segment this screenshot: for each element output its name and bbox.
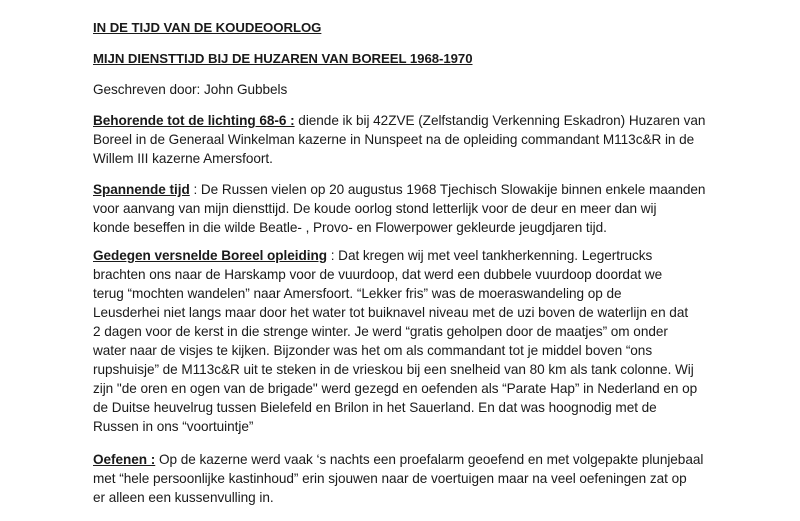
- paragraph-text: : De Russen vielen op 20 augustus 1968 Tjechisch Slowakije binnen enkele maanden: [189, 182, 706, 197]
- paragraph-text: er alleen een kussenvulling in.: [93, 490, 274, 505]
- paragraph-text: Willem III kazerne Amersfoort.: [93, 151, 273, 166]
- paragraph-label: Behorende tot de lichting 68-6 :: [93, 113, 295, 128]
- paragraph-label: Gedegen versnelde Boreel opleiding: [93, 248, 327, 263]
- paragraph-text: Boreel in de Generaal Winkelman kazerne in Nunspeet na de opleiding commandant M113c&R in de: [93, 132, 695, 147]
- paragraph-text: rupshuisje” de M113c&R uit te steken in de vrieskou bij een snelheid van 80 km als tank colonne. Wij: [93, 362, 694, 377]
- paragraph-text: de Duitse heuvelrug tussen Bielefeld en Brilon in het Sauerland. En dat was hoognodig met de: [93, 400, 657, 415]
- paragraph-text: met “hele persoonlijke kastinhoud” erin sjouwen naar de voertuigen maar na veel oefeningen zat op: [93, 471, 687, 486]
- paragraph-text: zijn "de oren en ogen van de brigade" werd gezegd en oefenden als “Parate Hap” in Nederland en op: [93, 381, 698, 396]
- paragraph-text: diende ik bij 42ZVE (Zelfstandig Verkenning Eskadron) Huzaren van: [294, 113, 706, 128]
- paragraph-text: : Dat kregen wij met veel tankherkenning. Legertrucks: [327, 248, 653, 263]
- author-line: Geschreven door: John Gubbels: [93, 82, 288, 97]
- paragraph-text: voor aanvang van mijn diensttijd. De koude oorlog stond letterlijk voor de deur en meer dan wij: [93, 201, 657, 216]
- paragraph-text: brachten ons naar de Harskamp voor de vuurdoop, dat werd een dubbele vuurdoop doordat we: [93, 267, 663, 282]
- document-subtitle: MIJN DIENSTTIJD BIJ DE HUZAREN VAN BOREEL 1968-1970: [93, 51, 473, 66]
- paragraph-label: Spannende tijd: [93, 182, 190, 197]
- paragraph-text: konde beseffen in die wilde Beatle- , Provo- en Flowerpower gekleurde jeugdjaren tijd.: [93, 220, 607, 235]
- document-title: IN DE TIJD VAN DE KOUDEOORLOG: [93, 20, 322, 35]
- paragraph-text: Op de kazerne werd vaak ‘s nachts een proefalarm geoefend en met volgepakte plunjebaal: [155, 452, 704, 467]
- paragraph-text: 2 dagen voor de kerst in die strenge winter. Je werd “gratis geholpen door de maatjes” om onder: [93, 324, 668, 339]
- paragraph-text: water naar de visjes te kijken. Bijzonder was het om als commandant tot je middel boven “ons: [93, 343, 653, 358]
- paragraph-label: Oefenen :: [93, 452, 156, 467]
- paragraph-text: terug “mochten wandelen” naar Amersfoort. “Lekker fris” was de moeraswandeling op de: [93, 286, 622, 301]
- paragraph-text: Russen in ons “voortuintje”: [93, 419, 254, 434]
- paragraph-text: Leusderhei niet langs maar door het water tot buiknavel niveau met de uzi boven de waterlijn en dat: [93, 305, 689, 320]
